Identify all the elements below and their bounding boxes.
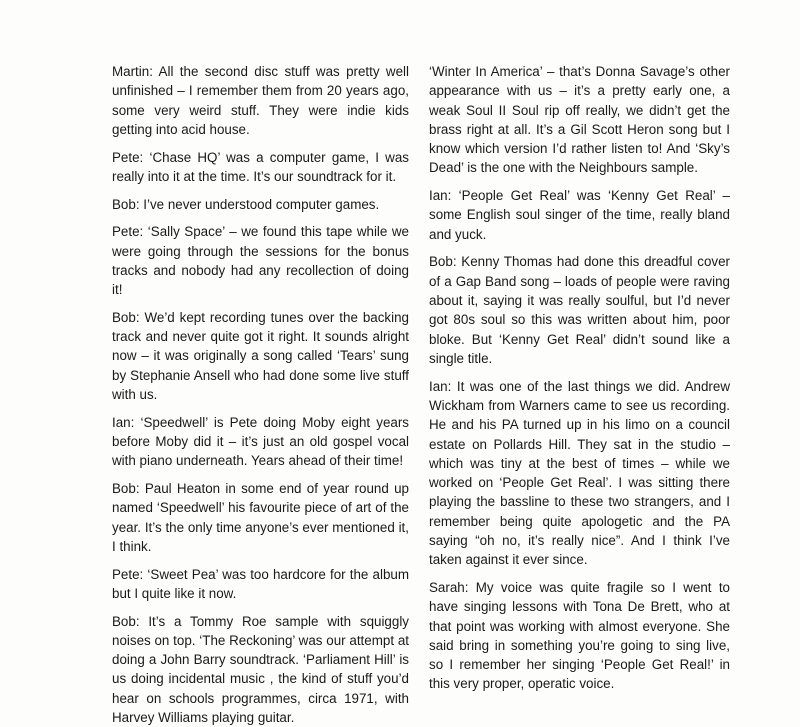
paragraph: Bob: Paul Heaton in some end of year round up named ‘Speedwell’ his favourite piece of art of the year. It’s the only time anyone’s ever mentioned it, I think. [112, 480, 409, 554]
paragraph: Pete: ‘Sally Space’ – we found this tape while we were going through the sessions for the bonus tracks and nobody had any recollection of doing it! [112, 224, 409, 298]
paragraph: Pete: ‘Chase HQ’ was a computer game, I was really into it at the time. It’s our soundtrack for it. [112, 149, 409, 184]
paragraph: Bob: I’ve never understood computer games. [112, 196, 380, 212]
paragraph: ‘Winter In America’ – that’s Donna Savage’s other appearance with us – it’s a pretty early one, a weak Soul II Soul rip off really, we didn’t get the brass right at all. It’s a Gil Scott Heron song but I know which version I’d rather listen to! And ‘Sky’s Dead’ is the one with the Neighbours sample. [429, 64, 730, 176]
paragraph: Ian: It was one of the last things we did. Andrew Wickham from Warners came to see us recording. He and his PA turned up in his limo on a council estate on Pollards Hill. They sat in the studio – which was tiny at the best of times – while we worked on ‘People Get Real’. I was sitting there playing the bassline to these two strangers, and I remember being quite apologetic and the PA saying “oh no, it’s really nice”. And I think I’ve taken against it ever since. [429, 378, 730, 568]
paragraph: Ian: ‘People Get Real’ was ‘Kenny Get Real’ – some English soul singer of the time, really bland and yuck. [429, 188, 730, 242]
paragraph: Ian: ‘Speedwell’ is Pete doing Moby eight years before Moby did it – it’s just an old gospel vocal with piano underneath. Years ahead of their time! [112, 414, 409, 469]
paragraph: Pete: ‘Sweet Pea’ was too hardcore for the album but I quite like it now. [112, 566, 409, 601]
paragraph: Bob: Kenny Thomas had done this dreadful cover of a Gap Band song – loads of people were raving about it, saying it was really soulful, but I’d never got 80s soul so this was written about him, poor bloke. But ‘Kenny Get Real’ didn’t sound like a single title. [429, 254, 730, 366]
paragraph: Sarah: My voice was quite fragile so I went to have singing lessons with Tona De Brett, who at that point was working with almost everyone. She said bring in something you’re going to sing live, so I remember her singing ‘People Get Real!’ in this very proper, operatic voice. [429, 579, 730, 692]
paragraph: Martin: All the second disc stuff was pretty well unfinished – I remember them from 20 years ago, some very weird stuff. They were indie kids getting into acid house. [112, 64, 409, 137]
right-text-column [429, 62, 730, 694]
left-text-column [112, 62, 409, 727]
paragraph: Bob: We’d kept recording tunes over the backing track and never quite got it right. It sounds alright now – it was originally a song called ‘Tears’ sung by Stephanie Ansell who had done some live stuff with us. [112, 309, 409, 403]
paragraph: Bob: It’s a Tommy Roe sample with squiggly noises on top. ‘The Reckoning’ was our attempt at doing a John Barry soundtrack. ‘Parliament Hill’ is us doing incidental music , the kind of stuff you’d hear on schools programmes, circa 1971, with Harvey Williams playing guitar. [112, 613, 409, 726]
